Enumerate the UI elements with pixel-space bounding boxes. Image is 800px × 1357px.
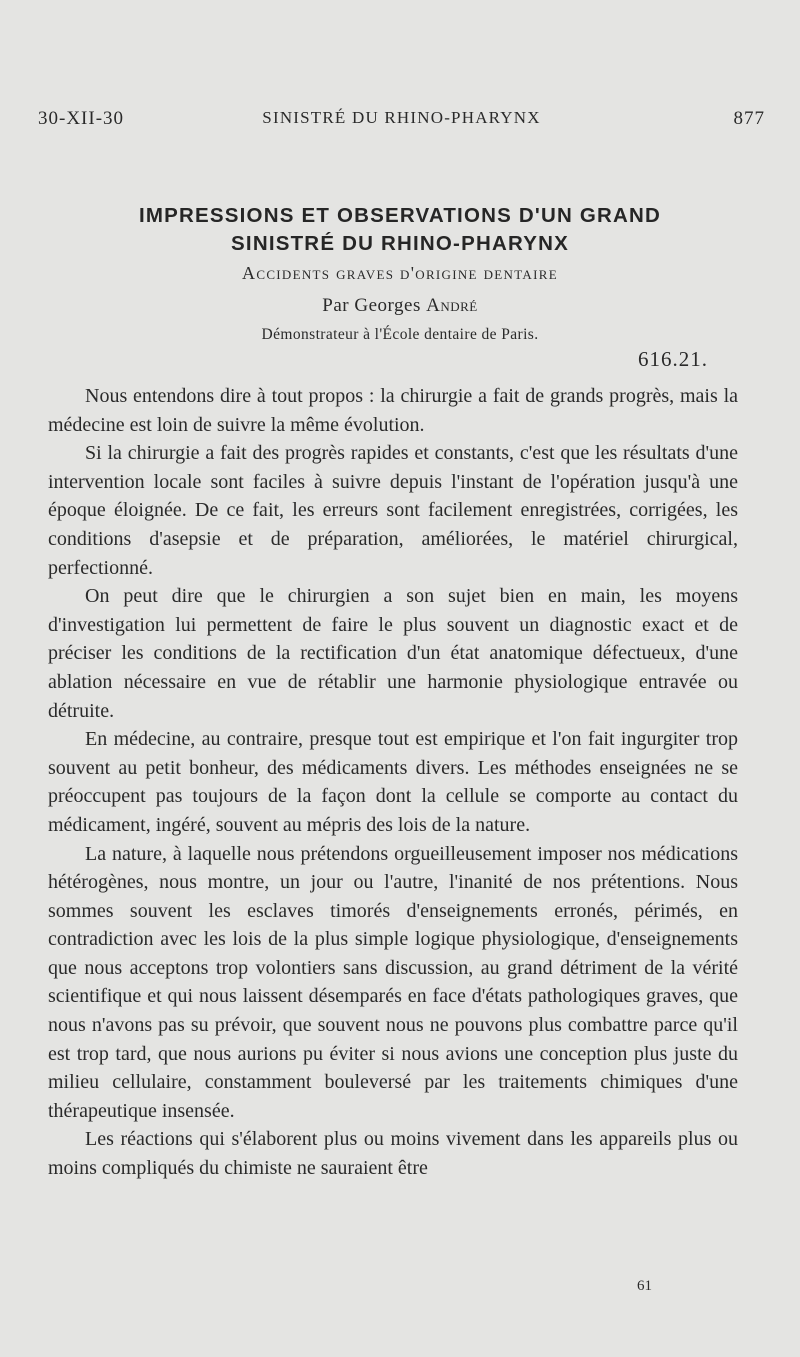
header-date: 30-XII-30 [38,108,125,129]
page-number: 877 [733,108,765,129]
article-body [48,382,738,1183]
author-line [40,295,760,317]
running-header [38,108,765,138]
paragraph-5: La nature, à laquelle nous prétendons orgueilleusement imposer nos médications hétérogènes, nous montre, un jour ou l'autre, l'inanité de nos prétentions. Nous sommes souvent les esclaves timorés d'enseignements erronés, périmés, en contradiction avec les lois de la plus simple logique physiologique, d'enseignements que nous acceptons trop volontiers sans discussion, au grand détriment de la vérité scientifique et qui nous laissent désemparés en face d'états pathologiques graves, que nous n'avons pas su prévoir, que souvent nous ne pouvons plus combattre parce qu'il est trop tard, que nous aurions pu éviter si nous avions une conception plus juste du milieu cellulaire, constamment bouleversé par les traitements chimiques d'une thérapeutique insensée. [48,842,738,1122]
paragraph-6: Les réactions qui s'élaborent plus ou moins vivement dans les appareils plus ou moins compliqués du chimiste ne sauraient être [48,1128,738,1180]
article-subtitle: Accidents graves d'origine dentaire [242,263,558,283]
classification-number: 616.21. [638,347,708,371]
paragraph-4: En médecine, au contraire, presque tout est empirique et l'on fait ingurgiter trop souvent au petit bonheur, des médicaments divers. Les méthodes enseignées ne se préoccupent pas toujours de la façon dont la cellule se comporte au contact du médicament, ingéré, souvent au mépris des lois de la nature. [48,728,738,836]
article-title [40,202,760,258]
header-running-title: SINISTRÉ DU RHINO-PHARYNX [262,108,541,127]
author-name: André [426,295,478,316]
printer-signature-mark: 61 [637,1278,652,1294]
title-line-2: SINISTRÉ DU RHINO-PHARYNX [231,232,569,255]
paragraph-1: Nous entendons dire à tout propos : la chirurgie a fait de grands progrès, mais la médecine est loin de suivre la même évolution. [48,385,738,436]
author-prefix: Par Georges [322,295,421,316]
paragraph-3: On peut dire que le chirurgien a son sujet bien en main, les moyens d'investigation lui permettent de faire le plus souvent un diagnostic exact et de préciser les conditions de la rectification d'un état anatomique défectueux, d'une ablation nécessaire en vue de rétablir une harmonie physiologique entravée ou détruite. [48,585,738,722]
title-line-1: IMPRESSIONS ET OBSERVATIONS D'UN GRAND [138,204,662,227]
paragraph-2: Si la chirurgie a fait des progrès rapides et constants, c'est que les résultats d'une intervention locale sont faciles à suivre depuis l'instant de l'opération jusqu'à une époque éloignée. De ce fait, les erreurs sont facilement enregistrées, corrigées, les conditions d'asepsie et de préparation, améliorées, le matériel chirurgical, perfectionné. [48,442,738,579]
author-affiliation: Démonstrateur à l'École dentaire de Paris. [261,326,539,343]
